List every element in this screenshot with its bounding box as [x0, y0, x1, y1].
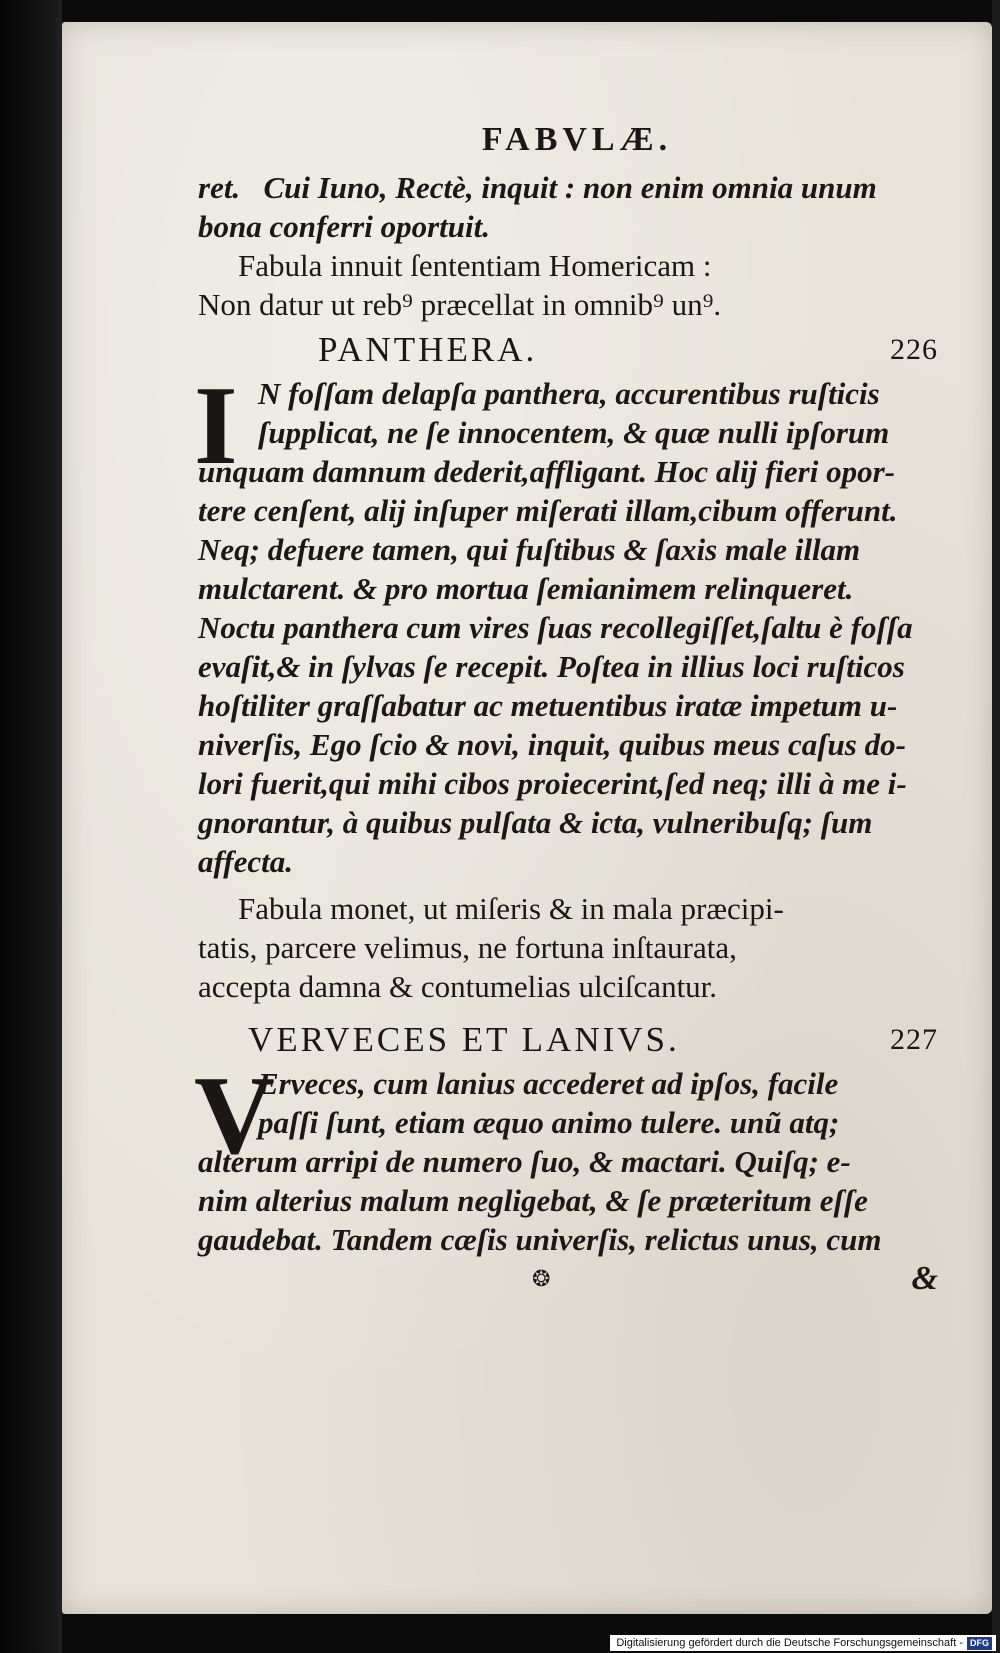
intro-line-2: bona conferri oportuit. — [198, 209, 490, 244]
intro-line-3: Fabula innuit ſententiam Homericam : — [238, 248, 712, 283]
text-line: nim alterius malum negligebat, & ſe præteritum eſſe — [198, 1183, 868, 1218]
text-line: mulctarent. & pro mortua ſemianimem relinqueret. — [198, 571, 854, 606]
signature-mark-ornament: ❂ — [532, 1266, 551, 1291]
page-foot — [198, 1259, 938, 1298]
text-line: tere cenſent, alij inſuper miſerati illam,cibum offerunt. — [198, 493, 898, 528]
text-line: Noctu panthera cum vires ſuas recollegiſſet,ſaltu è foſſa — [198, 610, 913, 645]
drop-cap-v: V — [194, 1054, 275, 1178]
running-head: FABVLÆ. — [481, 121, 673, 158]
drop-cap-i: I — [194, 364, 238, 488]
intro-line-1-rest: Cui Iuno, Rectè, inquit : non enim omnia unum — [263, 170, 877, 205]
spacer — [198, 881, 938, 889]
spacer — [198, 1006, 938, 1014]
intro-line-1-start: ret. — [198, 170, 241, 205]
fable-title-row — [198, 1016, 938, 1064]
text-line: evaſit,& in ſylvas ſe recepit. Poſtea in illius loci ruſticos — [198, 649, 905, 684]
moral-line: tatis, parcere velimus, ne fortuna inſtaurata, — [198, 930, 737, 965]
moral-line: accepta damna & contumelias ulciſcantur. — [198, 969, 718, 1004]
book-spine-shadow — [0, 0, 62, 1653]
page-text — [194, 118, 938, 1298]
digitization-credit — [610, 1635, 996, 1651]
text-line: N foſſam delapſa panthera, accurentibus ruſticis — [258, 376, 880, 411]
text-line: gaudebat. Tandem cæſis univerſis, relictus unus, cum — [198, 1222, 882, 1257]
intro-line-4: Non datur ut reb⁹ præcellat in omnib⁹ un⁹. — [198, 287, 722, 322]
catchword: & — [911, 1260, 938, 1297]
text-line: unquam damnum dederit,affligant. Hoc alij fieri opor- — [198, 454, 895, 489]
text-line: alterum arripi de numero ſuo, & mactari. Quiſq; e- — [198, 1144, 851, 1179]
fable-title-row — [198, 326, 938, 374]
dfg-logo: DFG — [967, 1637, 992, 1650]
text-line: lori fuerit,qui mihi cibos proiecerint,ſed neq; illi à me i- — [198, 766, 907, 801]
fable-number-227: 227 — [890, 1023, 938, 1056]
intro-line-1 — [198, 168, 938, 207]
fable-body-verveces — [194, 1054, 938, 1259]
fable-number-226: 226 — [890, 333, 938, 366]
fable-body-panthera — [194, 364, 938, 881]
text-line: paſſi ſunt, etiam æquo animo tulere. unũ atq; — [258, 1105, 840, 1140]
credit-text: Digitalisierung gefördert durch die Deutsche Forschungsgemeinschaft - — [616, 1637, 963, 1649]
text-line: hoſtiliter graſſabatur ac metuentibus iratæ impetum u- — [198, 688, 898, 723]
fable-title-verveces: VERVECES ET LANIVS. — [248, 1020, 680, 1059]
fable-title-panthera: PANTHERA. — [318, 330, 538, 369]
text-line: affecta. — [198, 844, 293, 879]
text-line: gnorantur, à quibus pulſata & icta, vulneribuſq; ſum — [198, 805, 873, 840]
page-edge-shadow — [992, 0, 1000, 1653]
text-line: Neq; defuere tamen, qui fuſtibus & ſaxis male illam — [198, 532, 861, 567]
text-line: ſupplicat, ne ſe innocentem, & quæ nulli ipſorum — [258, 415, 890, 450]
text-line: niverſis, Ego ſcio & novi, inquit, quibus meus caſus do- — [198, 727, 906, 762]
moral-line: Fabula monet, ut miſeris & in mala præcipi- — [238, 891, 784, 926]
text-line: Erveces, cum lanius accederet ad ipſos, facile — [258, 1066, 839, 1101]
